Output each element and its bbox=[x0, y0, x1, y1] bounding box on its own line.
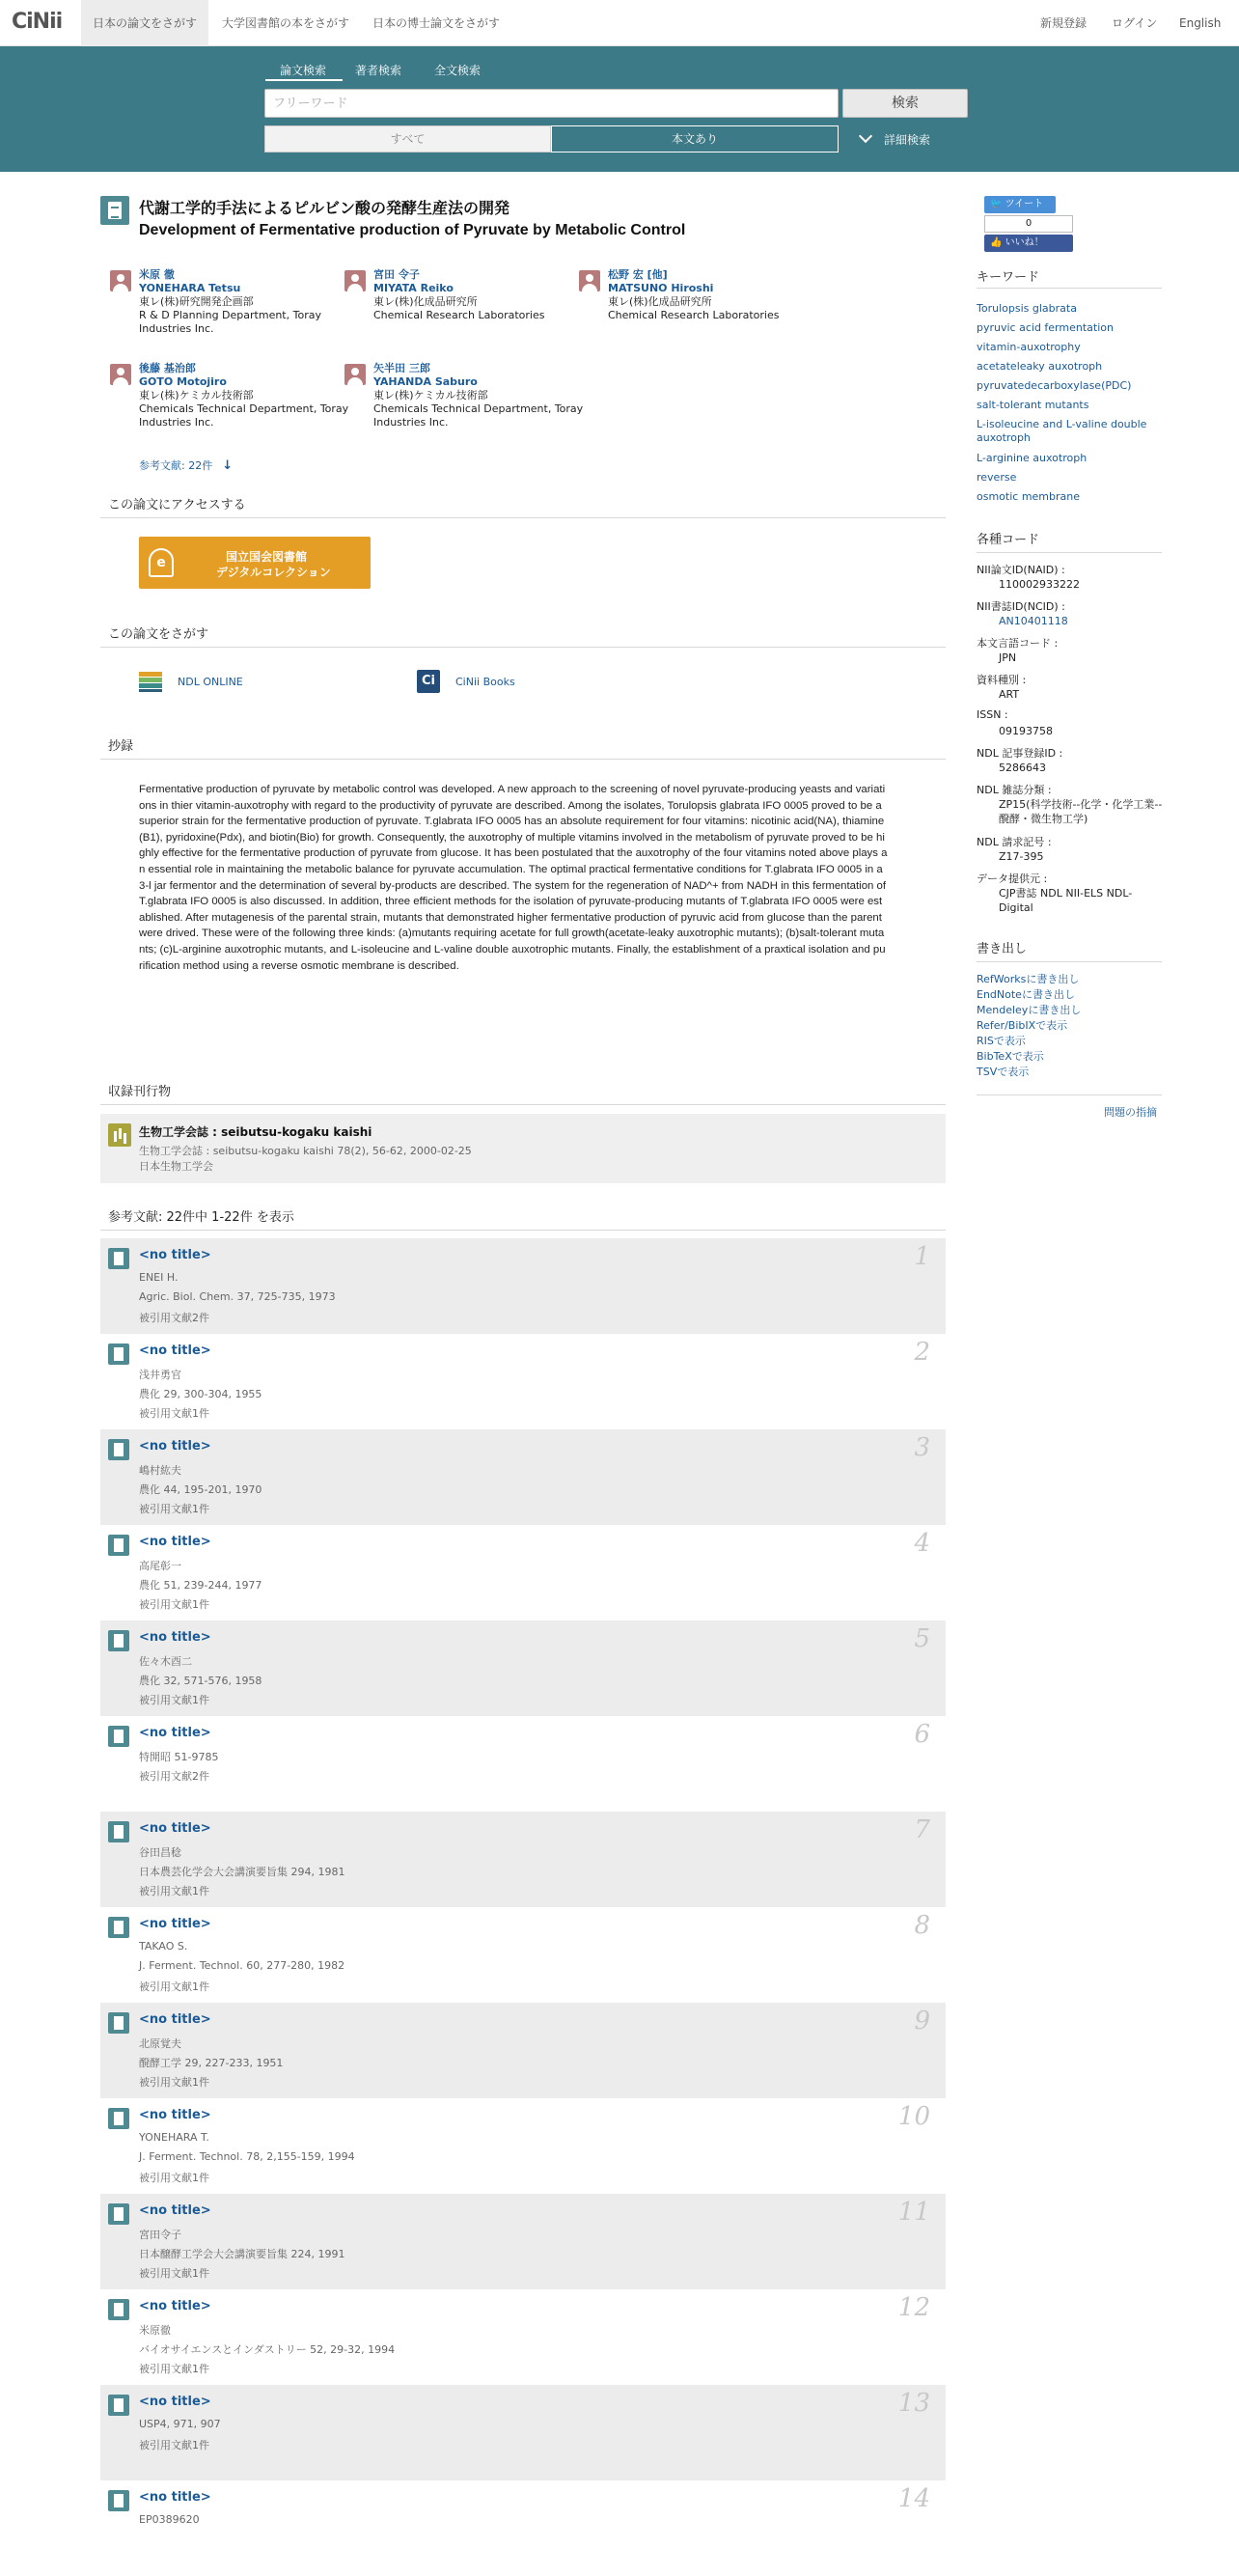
author-name-en[interactable]: YONEHARA Tetsu bbox=[139, 282, 241, 294]
code-label: NII論文ID(NAID) : bbox=[977, 564, 1065, 576]
code-label: NII書誌ID(NCID) : bbox=[977, 600, 1065, 613]
keywords-heading: キーワード bbox=[977, 270, 1040, 285]
reference-row bbox=[100, 2098, 946, 2194]
reference-cited-count[interactable]: 被引用文献2件 bbox=[139, 1312, 209, 1324]
reference-row bbox=[100, 2003, 946, 2098]
active-tab-indicator bbox=[265, 79, 343, 81]
author-card bbox=[139, 362, 361, 429]
reference-title-link[interactable]: <no title> bbox=[139, 1917, 211, 1931]
author-affiliation-en: R & D Planning Department, Toray Industries Inc. bbox=[139, 309, 321, 335]
reference-cited-count[interactable]: 被引用文献1件 bbox=[139, 1407, 209, 1420]
reference-title-link[interactable]: <no title> bbox=[139, 1821, 211, 1836]
abstract-text: Fermentative production of pyruvate by metabolic control was developed. A new approach to the screening of novel pyruvate-producing yeasts and variations in thier vitamin-auxotrophy with regard to the productivity of pyruvate are described. Among the isolates, Torulopsis glabrata IFO 0005 proved to be a superior strain for the fermentative production of pyruvate. T.glabrata IFO 0005 has an absolute requirement for four vitamins: nicotinic acid(NA), thiamine(B1), pyridoxine(Pdx), and biotin(Bio) for growth. Consequently, the auxotrophy of multiple vitamins involved in the metabolism of pyruvate proved to be highly effective for the fermentative production of pyruvate from glucose. It has been postulated that the auxotrophy of the four vitamins noted above plays an essential role in maintaining the metabolic balance for pyruvate accumulation. The optimal practical fermentative conditions for T.glabrata IFO 0005 in a 3-l jar fermentor and the determination of several by-products are described. The system for the regeneration of NAD^+ from NADH in this fermentation of T.glabrata IFO 0005 is also discussed. In addition, three efficient methods for the isolation of pyruvate-producing mutants of T.glabrata IFO 0005 were established. After mutagenesis of the parental strain, mutants that demonstrated higher fermentative production of pyruvic acid from glucose than the parent were drived. These were of the following three kinds: (a)mutants requiring acetate for full growth(acetate-leaky auxotrophic mutants); (b)salt-tolerant mutants; (c)L-arginine auxotrophic mutants, and L-isoleucine and L-valine double auxotrophic mutants. Finally, the establishment of a praxtical isolation and purification method using a reverse osmotic membrane is described. bbox=[139, 784, 888, 972]
reference-row bbox=[100, 2289, 946, 2385]
reference-source: EP0389620 bbox=[139, 2513, 200, 2526]
reference-cited-count[interactable]: 被引用文献1件 bbox=[139, 1980, 209, 1993]
reference-source: 農化 29, 300-304, 1955 bbox=[139, 1388, 262, 1400]
journal-meta: 生物工学会誌 : seibutsu-kogaku kaishi 78(2), 56-62, 2000-02-25 bbox=[139, 1145, 472, 1157]
reference-row bbox=[100, 1716, 946, 1812]
reference-number: 3 bbox=[914, 1433, 930, 1462]
reference-number: 10 bbox=[897, 2102, 930, 2131]
export-tsv-link[interactable]: TSVで表示 bbox=[977, 1066, 1030, 1078]
reference-source: 日本農芸化学会大会講演要旨集 294, 1981 bbox=[139, 1866, 345, 1878]
author-affiliation-ja: 東レ(株)ケミカル技術部 bbox=[373, 389, 488, 402]
tweet-label: ツイート bbox=[1005, 199, 1044, 209]
nav-tab-articles[interactable]: 日本の論文をさがす bbox=[81, 0, 208, 46]
author-name-en[interactable]: YAHANDA Saburo bbox=[373, 375, 478, 388]
search-tab-authors[interactable]: 著者検索 bbox=[355, 64, 402, 77]
reference-author: ENEI H. bbox=[139, 1271, 179, 1284]
references-jump-link[interactable] bbox=[139, 457, 233, 473]
author-affiliation-ja: 東レ(株)化成品研究所 bbox=[608, 295, 712, 308]
like-count: 0 bbox=[984, 215, 1073, 233]
nav-tab-books[interactable]: 大学図書館の本をさがす bbox=[222, 16, 350, 30]
code-value: ZP15(科学技術--化学・化学工業--醗酵・微生物工学) bbox=[999, 798, 1163, 825]
author-name-ja[interactable]: 矢半田 三郎 bbox=[373, 362, 430, 374]
divider bbox=[977, 961, 1162, 962]
reference-cited-count[interactable]: 被引用文献1件 bbox=[139, 2076, 209, 2089]
search-tab-articles[interactable]: 論文検索 bbox=[280, 64, 327, 77]
reference-doc-icon bbox=[108, 1535, 129, 1556]
keyword-link[interactable]: pyruvic acid fermentation bbox=[977, 321, 1114, 334]
reference-doc-icon bbox=[108, 2012, 129, 2034]
code-label: NDL 請求記号 : bbox=[977, 836, 1052, 848]
ndl-digital-icon: e bbox=[149, 548, 174, 577]
report-problem-link[interactable]: 問題の指摘 bbox=[1104, 1106, 1157, 1119]
journal-box bbox=[100, 1114, 946, 1183]
export-endnote-link[interactable]: EndNoteに書き出し bbox=[977, 988, 1075, 1001]
reference-doc-icon bbox=[108, 1917, 129, 1938]
reference-author: 浅井勇官 bbox=[139, 1369, 181, 1381]
reference-title-link[interactable]: <no title> bbox=[139, 2395, 211, 2409]
ndl-online-icon bbox=[139, 670, 162, 693]
reference-title-link[interactable]: <no title> bbox=[139, 2203, 211, 2218]
reference-row bbox=[100, 1429, 946, 1525]
reference-cited-count[interactable]: 被引用文献1件 bbox=[139, 2172, 209, 2184]
reference-title-link[interactable]: <no title> bbox=[139, 1726, 211, 1740]
reference-author: 北原覚夫 bbox=[139, 2037, 181, 2050]
reference-number: 11 bbox=[897, 2198, 930, 2227]
english-link[interactable]: English bbox=[1179, 16, 1222, 30]
reference-number: 6 bbox=[914, 1720, 930, 1749]
reference-row bbox=[100, 1238, 946, 1334]
reference-author: YONEHARA T. bbox=[139, 2131, 209, 2144]
code-value: 5286643 bbox=[999, 762, 1046, 774]
reference-author: 谷田昌稔 bbox=[139, 1846, 181, 1859]
ndl-digital-collection-button[interactable] bbox=[139, 537, 371, 589]
top-navbar bbox=[0, 0, 1239, 46]
keyword-link[interactable]: acetateleaky auxotroph bbox=[977, 360, 1103, 373]
reference-doc-icon bbox=[108, 2395, 129, 2416]
divider bbox=[100, 759, 946, 760]
reference-source: J. Ferment. Technol. 60, 277-280, 1982 bbox=[139, 1959, 345, 1972]
export-heading: 書き出し bbox=[977, 942, 1028, 956]
reference-number: 12 bbox=[897, 2293, 930, 2322]
code-value: Z17-395 bbox=[999, 850, 1044, 863]
references-count-label: 参考文献: 22件 bbox=[139, 459, 213, 472]
article-icon bbox=[100, 196, 129, 225]
keyword-link[interactable]: L-arginine auxotroph bbox=[977, 452, 1088, 464]
reference-cited-count[interactable]: 被引用文献1件 bbox=[139, 1598, 209, 1611]
keyword-link[interactable]: osmotic membrane bbox=[977, 490, 1081, 503]
reference-title-link[interactable]: <no title> bbox=[139, 1248, 211, 1262]
code-label: NDL 雑誌分類 : bbox=[977, 784, 1052, 796]
reference-number: 8 bbox=[914, 1911, 930, 1940]
advanced-search-link[interactable] bbox=[861, 131, 930, 148]
cinii-books-link[interactable]: CiNii Books bbox=[455, 676, 515, 688]
nav-tab-dissertations[interactable]: 日本の博士論文をさがす bbox=[372, 16, 501, 30]
reference-title-link[interactable]: <no title> bbox=[139, 2012, 211, 2027]
reference-title-link[interactable]: <no title> bbox=[139, 1343, 211, 1358]
reference-doc-icon bbox=[108, 1726, 129, 1747]
author-affiliation-en: Chemicals Technical Department, Toray Industries Inc. bbox=[373, 402, 584, 429]
author-name-ja[interactable]: 米原 徹 bbox=[139, 268, 175, 281]
reference-author: 佐々木酉二 bbox=[139, 1655, 192, 1668]
code-value: JPN bbox=[999, 651, 1017, 664]
divider bbox=[100, 1230, 946, 1231]
author-name-ja[interactable]: 宮田 令子 bbox=[373, 268, 420, 281]
author-avatar-icon bbox=[110, 364, 131, 385]
reference-number: 7 bbox=[914, 1815, 930, 1844]
reference-author: 米原徹 bbox=[139, 2324, 171, 2337]
reference-doc-icon bbox=[108, 1630, 129, 1651]
author-name-en[interactable]: MIYATA Reiko bbox=[373, 282, 454, 294]
reference-number: 2 bbox=[914, 1338, 930, 1367]
export-refer-link[interactable]: Refer/BibIXで表示 bbox=[977, 1019, 1068, 1032]
tweet-button[interactable] bbox=[984, 196, 1056, 213]
reference-source: 農化 51, 239-244, 1977 bbox=[139, 1579, 262, 1592]
twitter-icon: 🐦 bbox=[990, 199, 1003, 209]
export-bibtex-link[interactable]: BibTeXで表示 bbox=[977, 1050, 1044, 1063]
code-value: CJP書誌 NDL NII-ELS NDL-Digital bbox=[999, 887, 1133, 914]
author-affiliation-en: Chemical Research Laboratories bbox=[373, 309, 545, 321]
search-tab-fulltext[interactable]: 全文検索 bbox=[434, 64, 482, 77]
code-value: 09193758 bbox=[999, 725, 1053, 737]
reference-author: TAKAO S. bbox=[139, 1940, 188, 1953]
keyword-link[interactable]: pyruvatedecarboxylase(PDC) bbox=[977, 379, 1132, 392]
ndl-button-label-2: デジタルコレクション bbox=[216, 566, 331, 579]
reference-doc-icon bbox=[108, 1343, 129, 1365]
reference-cited-count[interactable]: 被引用文献1件 bbox=[139, 2267, 209, 2280]
author-name-ja[interactable]: 後藤 基治郎 bbox=[139, 362, 196, 374]
reference-author: 高尾彰一 bbox=[139, 1560, 181, 1572]
author-affiliation-ja: 東レ(株)化成品研究所 bbox=[373, 295, 478, 308]
author-affiliation-en: Chemicals Technical Department, Toray Industries Inc. bbox=[139, 402, 349, 429]
reference-source: 農化 32, 571-576, 1958 bbox=[139, 1675, 262, 1687]
reference-title-link[interactable]: <no title> bbox=[139, 1535, 211, 1549]
access-heading: この論文にアクセスする bbox=[108, 498, 246, 512]
reference-row bbox=[100, 1907, 946, 2003]
find-heading: この論文をさがす bbox=[108, 627, 209, 642]
reference-row bbox=[100, 2480, 946, 2576]
reference-title-link[interactable]: <no title> bbox=[139, 2299, 211, 2313]
code-label: 本文言語コード : bbox=[977, 637, 1059, 650]
like-label: いいね！ bbox=[1005, 237, 1044, 248]
reference-row bbox=[100, 1620, 946, 1716]
keyword-link[interactable]: vitamin-auxotrophy bbox=[977, 341, 1081, 353]
code-value[interactable]: AN10401118 bbox=[999, 615, 1068, 627]
journal-heading: 収録刊行物 bbox=[108, 1085, 172, 1099]
reference-doc-icon bbox=[108, 1821, 129, 1842]
author-affiliation-ja: 東レ(株)ケミカル技術部 bbox=[139, 389, 254, 402]
divider bbox=[100, 647, 946, 648]
reference-row bbox=[100, 2194, 946, 2289]
codes-heading: 各種コード bbox=[977, 533, 1040, 547]
reference-cited-count[interactable]: 被引用文献1件 bbox=[139, 2363, 209, 2375]
author-name-en[interactable]: MATSUNO Hiroshi bbox=[608, 282, 714, 294]
reference-doc-icon bbox=[108, 1248, 129, 1269]
divider bbox=[977, 1094, 1162, 1095]
code-label: データ提供元 : bbox=[977, 873, 1048, 885]
keyword-link[interactable]: Torulopsis glabrata bbox=[977, 302, 1077, 315]
author-name-en[interactable]: GOTO Motojiro bbox=[139, 375, 227, 388]
freeword-search-input[interactable] bbox=[264, 89, 839, 118]
article-title-en: Development of Fermentative production of Pyruvate by Metabolic Control bbox=[139, 222, 686, 238]
reference-title-link[interactable]: <no title> bbox=[139, 2108, 211, 2122]
arrow-down-icon: ↓ bbox=[222, 458, 234, 473]
reference-doc-icon bbox=[108, 2108, 129, 2129]
reference-number: 5 bbox=[914, 1624, 930, 1653]
ndl-online-link[interactable]: NDL ONLINE bbox=[178, 676, 243, 688]
divider bbox=[100, 1104, 946, 1105]
reference-title-link[interactable]: <no title> bbox=[139, 1630, 211, 1645]
author-affiliation-en: Chemical Research Laboratories bbox=[608, 309, 780, 321]
reference-row bbox=[100, 2385, 946, 2480]
reference-source: Agric. Biol. Chem. 37, 725-735, 1973 bbox=[139, 1290, 336, 1303]
author-card bbox=[373, 362, 595, 429]
reference-row bbox=[100, 1812, 946, 1907]
register-link[interactable]: 新規登録 bbox=[1040, 16, 1088, 30]
code-value: ART bbox=[999, 688, 1020, 701]
reference-cited-count[interactable]: 被引用文献1件 bbox=[139, 1694, 209, 1706]
filter-fulltext-toggle[interactable]: 本文あり bbox=[551, 125, 839, 152]
author-card bbox=[373, 268, 595, 322]
reference-author: 宮田令子 bbox=[139, 2229, 181, 2241]
divider bbox=[100, 517, 946, 518]
reference-doc-icon bbox=[108, 2299, 129, 2320]
references-heading: 参考文献: 22件中 1-22件 を表示 bbox=[108, 1210, 294, 1225]
reference-cited-count[interactable]: 被引用文献2件 bbox=[139, 1770, 209, 1783]
author-affiliation-ja: 東レ(株)研究開発企画部 bbox=[139, 295, 254, 308]
export-ris-link[interactable]: RISで表示 bbox=[977, 1035, 1026, 1047]
reference-cited-count[interactable]: 被引用文献1件 bbox=[139, 1885, 209, 1897]
author-avatar-icon bbox=[110, 270, 131, 291]
reference-author: 嶋村紘夫 bbox=[139, 1464, 181, 1477]
keyword-link[interactable]: reverse bbox=[977, 471, 1017, 484]
divider bbox=[977, 288, 1162, 289]
filter-all-toggle[interactable]: すべて bbox=[264, 125, 551, 152]
author-avatar-icon bbox=[344, 270, 366, 291]
reference-source: 日本醸酵工学会大会講演要旨集 224, 1991 bbox=[139, 2248, 345, 2260]
reference-source: 農化 44, 195-201, 1970 bbox=[139, 1483, 262, 1496]
reference-cited-count[interactable]: 被引用文献1件 bbox=[139, 1503, 209, 1515]
advanced-search-label: 詳細検索 bbox=[884, 133, 931, 147]
author-name-ja[interactable]: 松野 宏 [他] bbox=[608, 268, 668, 281]
keyword-link[interactable]: salt-tolerant mutants bbox=[977, 399, 1089, 411]
reference-source: バイオサイエンスとインダストリー 52, 29-32, 1994 bbox=[139, 2343, 396, 2356]
chevron-down-icon bbox=[859, 129, 872, 143]
author-card bbox=[139, 268, 361, 336]
like-button[interactable] bbox=[984, 235, 1073, 252]
author-card bbox=[608, 268, 830, 322]
code-label: 資料種別 : bbox=[977, 674, 1027, 686]
code-label: NDL 記事登録ID : bbox=[977, 747, 1063, 760]
code-value: 110002933222 bbox=[999, 578, 1080, 591]
export-mendeley-link[interactable]: Mendeleyに書き出し bbox=[977, 1004, 1082, 1016]
reference-row bbox=[100, 1525, 946, 1620]
divider bbox=[977, 552, 1162, 553]
abstract-heading: 抄録 bbox=[108, 739, 134, 754]
journal-title[interactable]: 生物工学会誌 : seibutsu-kogaku kaishi bbox=[139, 1125, 372, 1139]
thumbs-up-icon: 👍 bbox=[990, 237, 1003, 248]
code-label: ISSN : bbox=[977, 708, 1008, 721]
reference-number: 9 bbox=[914, 2007, 930, 2036]
reference-source: 醗酵工学 29, 227-233, 1951 bbox=[139, 2057, 284, 2069]
export-refworks-link[interactable]: RefWorksに書き出し bbox=[977, 973, 1080, 985]
reference-number: 1 bbox=[914, 1242, 930, 1271]
author-avatar-icon bbox=[344, 364, 366, 385]
cinii-logo[interactable]: CiNii bbox=[12, 10, 63, 34]
reference-title-link[interactable]: <no title> bbox=[139, 1439, 211, 1454]
keyword-link[interactable]: L-isoleucine and L-valine double auxotroph bbox=[977, 418, 1147, 444]
reference-cited-count[interactable]: 被引用文献1件 bbox=[139, 2439, 209, 2451]
author-avatar-icon bbox=[579, 270, 600, 291]
article-title-ja: 代謝工学的手法によるピルビン酸の発酵生産法の開発 bbox=[139, 199, 510, 217]
reference-source: 特開昭 51-9785 bbox=[139, 1751, 219, 1763]
reference-doc-icon bbox=[108, 1439, 129, 1460]
journal-publisher: 日本生物工学会 bbox=[139, 1160, 213, 1173]
reference-source: USP4, 971, 907 bbox=[139, 2418, 221, 2430]
search-button[interactable]: 検索 bbox=[842, 89, 968, 118]
reference-doc-icon bbox=[108, 2203, 129, 2225]
reference-row bbox=[100, 1334, 946, 1429]
reference-doc-icon bbox=[108, 2490, 129, 2511]
ndl-button-label-1: 国立国会図書館 bbox=[226, 550, 308, 564]
reference-title-link[interactable]: <no title> bbox=[139, 2490, 211, 2505]
login-link[interactable]: ログイン bbox=[1112, 16, 1158, 30]
reference-number: 13 bbox=[897, 2389, 930, 2418]
reference-source: J. Ferment. Technol. 78, 2,155-159, 1994 bbox=[139, 2150, 355, 2163]
reference-number: 14 bbox=[897, 2484, 930, 2513]
reference-number: 4 bbox=[914, 1529, 930, 1558]
journal-icon bbox=[108, 1123, 131, 1147]
cinii-books-icon: Ci bbox=[417, 670, 440, 693]
